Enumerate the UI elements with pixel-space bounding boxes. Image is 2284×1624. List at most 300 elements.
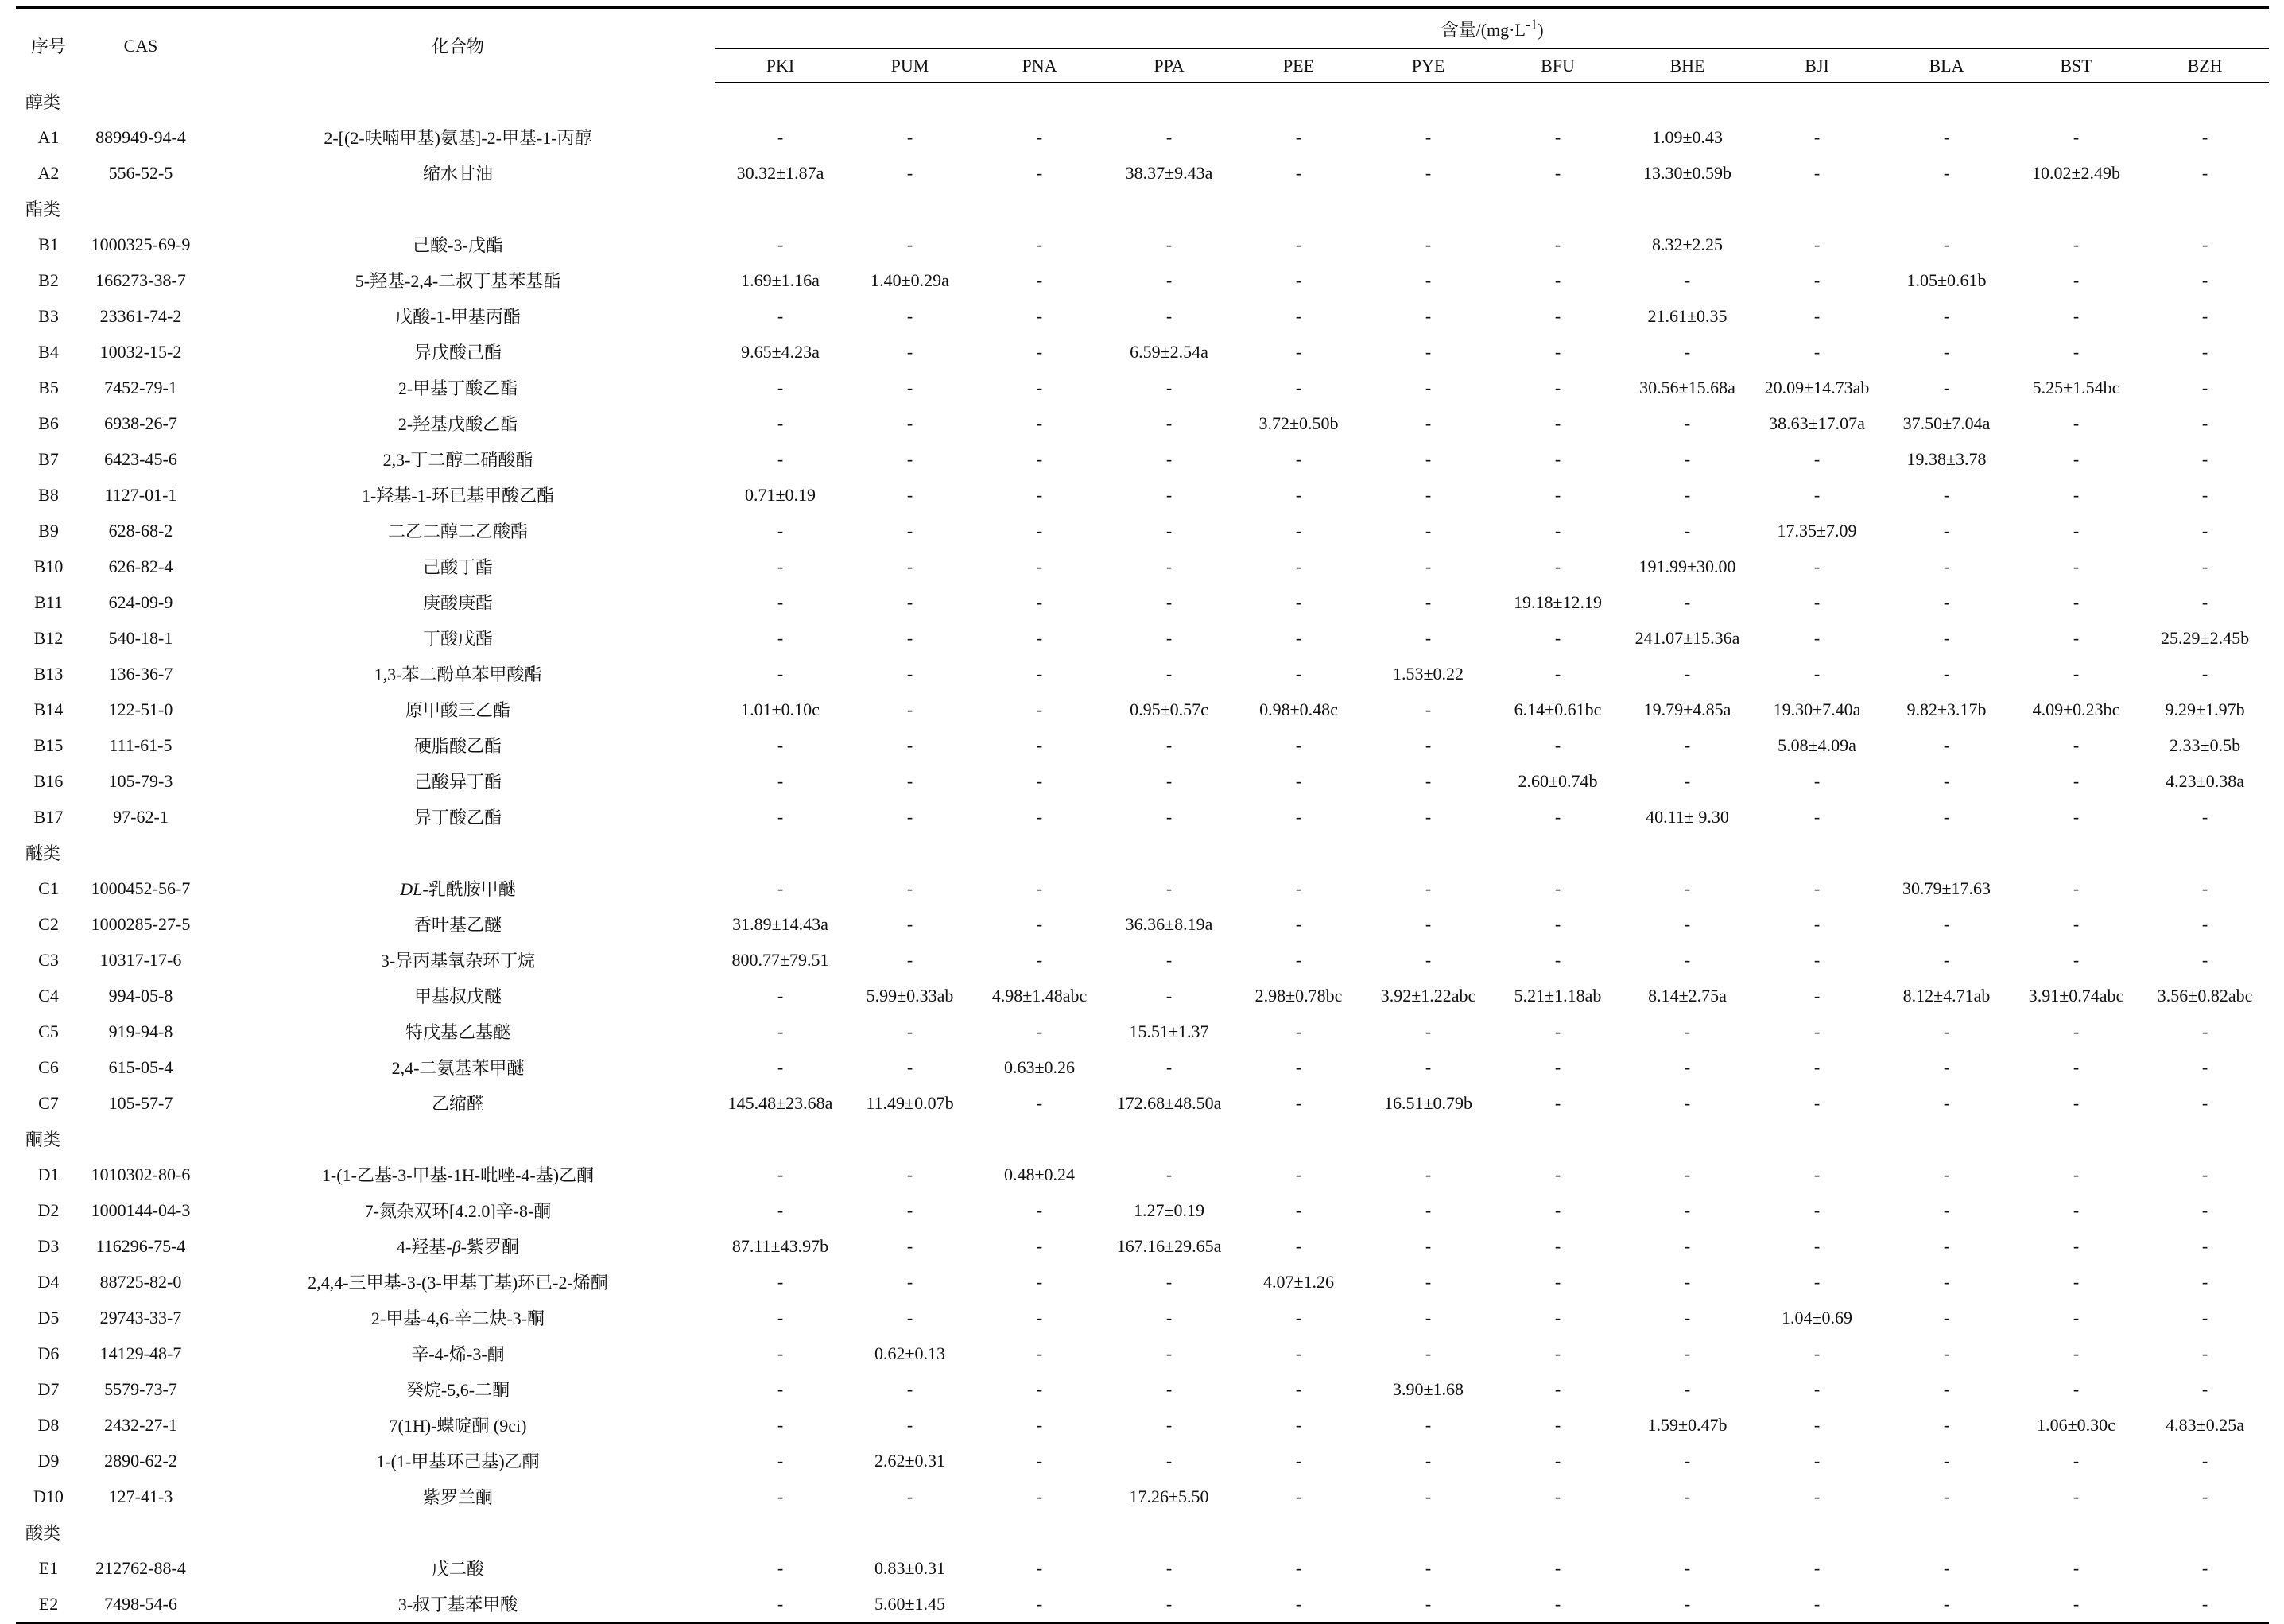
value-cell-pee: - — [1295, 1200, 1302, 1220]
row-number: C5 — [38, 1021, 59, 1041]
category-row — [16, 1121, 2269, 1157]
row-compound: 特戊基乙基醚 — [405, 1022, 510, 1042]
value-cell-pna: - — [1036, 269, 1043, 290]
row-cas: 540-18-1 — [108, 627, 173, 648]
table-row — [16, 155, 2269, 191]
value-cell-pye: - — [1425, 699, 1432, 719]
table-row — [16, 477, 2269, 513]
value-cell-bhe: 241.07±15.36a — [1634, 627, 1740, 648]
value-cell-pki: - — [777, 1414, 784, 1435]
table-row — [16, 119, 2269, 155]
value-cell-pye: - — [1425, 1557, 1432, 1578]
value-cell-bfu: - — [1554, 556, 1561, 576]
value-cell-pna: - — [1036, 162, 1043, 183]
value-cell-bla: - — [1882, 1586, 2011, 1623]
value-cell-pye: - — [1425, 305, 1432, 326]
value-cell-bji: - — [1813, 1056, 1821, 1077]
value-cell-bzh: - — [2201, 556, 2208, 576]
value-cell-bla: - — [1943, 1450, 1950, 1471]
value-cell-pki: 1.69±1.16a — [741, 269, 820, 290]
value-cell-bhe: - — [1684, 448, 1691, 469]
value-cell-pee: - — [1295, 1092, 1302, 1113]
value-cell-pki: - — [777, 878, 784, 898]
value-cell-bst: - — [2073, 1056, 2080, 1077]
value-cell-pee: - — [1295, 448, 1302, 469]
value-cell-bhe: 30.56±15.68a — [1639, 377, 1735, 397]
value-cell-pum: - — [906, 341, 913, 362]
row-number: E1 — [38, 1557, 59, 1578]
value-cell-pum: - — [906, 699, 913, 719]
value-cell-pum: - — [906, 1164, 913, 1184]
value-cell-bst: - — [2073, 770, 2080, 791]
table-row — [16, 1335, 2269, 1371]
value-cell-bla: 9.82±3.17b — [1906, 699, 1987, 719]
value-cell-pye: - — [1425, 949, 1432, 970]
value-cell-pye: - — [1425, 413, 1432, 433]
header-sample-bji: BJI — [1752, 49, 1882, 83]
value-cell-bzh: - — [2141, 1586, 2269, 1623]
value-cell-bst: 5.25±1.54bc — [2032, 377, 2120, 397]
value-cell-pee: - — [1295, 234, 1302, 254]
value-cell-pki: - — [777, 770, 784, 791]
header-sample-pye: PYE — [1363, 49, 1493, 83]
value-cell-bji: - — [1813, 1378, 1821, 1399]
value-cell-pee: - — [1295, 806, 1302, 827]
row-number: C7 — [38, 1092, 59, 1113]
table-row — [16, 405, 2269, 441]
value-cell-bfu: - — [1554, 520, 1561, 541]
value-cell-bji: 19.30±7.40a — [1773, 699, 1861, 719]
row-cas: 5579-73-7 — [104, 1378, 177, 1399]
value-cell-pye: - — [1425, 126, 1432, 147]
value-cell-pum: 5.99±0.33ab — [866, 985, 954, 1006]
row-number: B6 — [38, 413, 59, 433]
value-cell-pum: - — [906, 448, 913, 469]
row-compound: 原甲酸三乙酯 — [405, 700, 510, 720]
value-cell-pna: - — [1036, 1271, 1043, 1292]
value-cell-bla: - — [1943, 1486, 1950, 1506]
row-cas: 7498-54-6 — [81, 1586, 200, 1623]
value-cell-bzh: - — [2201, 484, 2208, 505]
compound-name-italic: β — [452, 1237, 461, 1257]
table-row — [16, 513, 2269, 548]
row-cas: 14129-48-7 — [99, 1343, 182, 1363]
value-cell-bji: - — [1813, 126, 1821, 147]
value-cell-bfu: - — [1554, 1021, 1561, 1041]
value-cell-ppa: - — [1165, 591, 1173, 612]
value-cell-bhe: - — [1684, 1235, 1691, 1256]
value-cell-pum: - — [906, 162, 913, 183]
row-number: B13 — [33, 663, 64, 684]
value-cell-ppa: - — [1165, 448, 1173, 469]
value-cell-pye: - — [1363, 1586, 1493, 1623]
value-cell-ppa: 172.68±48.50a — [1116, 1092, 1222, 1113]
table-row — [16, 441, 2269, 477]
value-cell-pee: - — [1295, 1414, 1302, 1435]
value-cell-bji: - — [1752, 1586, 1882, 1623]
row-number: B4 — [38, 341, 59, 362]
row-number: B15 — [33, 734, 64, 755]
value-cell-ppa: - — [1165, 1271, 1173, 1292]
value-cell-bzh: - — [2201, 305, 2208, 326]
value-cell-pum: - — [906, 1056, 913, 1077]
row-cas: 127-41-3 — [108, 1486, 173, 1506]
value-cell-ppa: - — [1104, 1586, 1234, 1623]
value-cell-bfu: - — [1554, 1414, 1561, 1435]
value-cell-bzh: - — [2201, 413, 2208, 433]
value-cell-pye: - — [1425, 1307, 1432, 1327]
value-cell-bfu: - — [1554, 878, 1561, 898]
row-number: B10 — [33, 556, 64, 576]
value-cell-pna: - — [1036, 126, 1043, 147]
value-cell-bhe: - — [1684, 1021, 1691, 1041]
row-compound: 庚酸庚酯 — [422, 593, 493, 613]
value-cell-pye: 3.92±1.22abc — [1380, 985, 1476, 1006]
value-cell-ppa: 6.59±2.54a — [1130, 341, 1208, 362]
value-cell-bhe: - — [1684, 1450, 1691, 1471]
table-row — [16, 227, 2269, 262]
value-cell-pki: - — [777, 1378, 784, 1399]
value-cell-bzh: - — [2201, 520, 2208, 541]
row-number: B1 — [38, 234, 59, 254]
value-cell-bhe: - — [1684, 1200, 1691, 1220]
row-number: B14 — [33, 699, 64, 719]
category-row — [16, 835, 2269, 870]
compound-name-post: -紫罗酮 — [460, 1237, 519, 1257]
table-row — [16, 298, 2269, 334]
value-cell-bla: 1.05±0.61b — [1906, 269, 1987, 290]
row-compound: 1-羟基-1-环已基甲酸乙酯 — [362, 486, 554, 506]
value-cell-pee: - — [1295, 627, 1302, 648]
value-cell-pee: - — [1295, 949, 1302, 970]
header-sample-pki: PKI — [715, 49, 845, 83]
header-cas: CAS — [123, 35, 158, 56]
value-cell-bla: - — [1943, 1414, 1950, 1435]
value-cell-bla: - — [1943, 1343, 1950, 1363]
value-cell-bzh: - — [2201, 1092, 2208, 1113]
value-cell-pna: - — [1036, 1414, 1043, 1435]
value-cell-pum: - — [906, 377, 913, 397]
header-sample-ppa: PPA — [1104, 49, 1234, 83]
value-cell-pki: 800.77±79.51 — [731, 949, 829, 970]
row-compound: 己酸-3-戊酯 — [413, 235, 503, 255]
table-row — [16, 978, 2269, 1014]
value-cell-bfu: - — [1554, 949, 1561, 970]
value-cell-pye: - — [1425, 1056, 1432, 1077]
value-cell-bfu: - — [1554, 413, 1561, 433]
row-compound: 戊二酸 — [431, 1559, 484, 1579]
row-number: A2 — [37, 162, 60, 183]
value-cell-pna: - — [1036, 1557, 1043, 1578]
value-cell-bji: - — [1813, 448, 1821, 469]
value-cell-pki: - — [777, 1343, 784, 1363]
value-cell-bzh: - — [2201, 162, 2208, 183]
value-cell-bst: - — [2073, 269, 2080, 290]
value-cell-bfu: - — [1554, 448, 1561, 469]
value-cell-bla: 37.50±7.04a — [1902, 413, 1991, 433]
value-cell-bst: - — [2073, 1164, 2080, 1184]
row-compound: 乙缩醛 — [431, 1094, 484, 1114]
row-cas: 10317-17-6 — [99, 949, 182, 970]
value-cell-bst: - — [2073, 556, 2080, 576]
value-cell-bzh: - — [2201, 878, 2208, 898]
value-cell-bji: - — [1813, 162, 1821, 183]
value-cell-pna: - — [1036, 734, 1043, 755]
value-cell-pum: - — [906, 556, 913, 576]
value-cell-bzh: - — [2201, 1378, 2208, 1399]
value-cell-pna: - — [1036, 699, 1043, 719]
header-no: 序号 — [30, 37, 66, 56]
value-cell-bfu: - — [1554, 1343, 1561, 1363]
value-cell-bla: - — [1943, 484, 1950, 505]
header-sample-bhe: BHE — [1623, 49, 1752, 83]
table-row — [16, 548, 2269, 584]
value-cell-bhe: - — [1684, 663, 1691, 684]
table-row — [16, 870, 2269, 906]
row-compound: 2-甲基丁酸乙酯 — [397, 378, 518, 398]
value-cell-pna: - — [1036, 591, 1043, 612]
value-cell-pna: - — [1036, 448, 1043, 469]
row-number: D5 — [37, 1307, 60, 1327]
value-cell-bhe: 1.09±0.43 — [1651, 126, 1724, 147]
value-cell-bhe: 8.32±2.25 — [1651, 234, 1724, 254]
value-cell-bhe: - — [1684, 878, 1691, 898]
value-cell-bhe: - — [1684, 1343, 1691, 1363]
row-number: D1 — [37, 1164, 60, 1184]
value-cell-bfu: 5.21±1.18ab — [1514, 985, 1602, 1006]
value-cell-pki: - — [777, 234, 784, 254]
value-cell-bhe: - — [1684, 341, 1691, 362]
value-cell-ppa: 17.26±5.50 — [1129, 1486, 1209, 1506]
value-cell-bji: 5.08±4.09a — [1778, 734, 1856, 755]
row-number: B3 — [38, 305, 59, 326]
row-number: D8 — [37, 1414, 60, 1435]
row-cas: 97-62-1 — [113, 806, 169, 827]
value-cell-pee: - — [1295, 377, 1302, 397]
value-cell-bhe: - — [1684, 591, 1691, 612]
value-cell-pum: - — [906, 413, 913, 433]
value-cell-bji: - — [1813, 269, 1821, 290]
value-cell-pki: - — [777, 126, 784, 147]
value-cell-pee: - — [1295, 1557, 1302, 1578]
value-cell-bfu: - — [1554, 162, 1561, 183]
value-cell-bst: - — [2073, 1486, 2080, 1506]
value-cell-bhe: - — [1684, 1092, 1691, 1113]
value-cell-bhe: - — [1684, 269, 1691, 290]
value-cell-pye: - — [1425, 377, 1432, 397]
value-cell-pna: - — [1036, 627, 1043, 648]
value-cell-pki: 87.11±43.97b — [731, 1235, 829, 1256]
row-compound: 2-[(2-呋喃甲基)氨基]-2-甲基-1-丙醇 — [324, 128, 592, 148]
table-row — [16, 1550, 2269, 1586]
value-cell-bhe: 8.14±2.75a — [1648, 985, 1727, 1006]
value-cell-bfu: - — [1554, 1378, 1561, 1399]
value-cell-pki: - — [777, 806, 784, 827]
table-row — [16, 1264, 2269, 1300]
value-cell-bhe: 21.61±0.35 — [1647, 305, 1728, 326]
row-number: D9 — [37, 1450, 60, 1471]
value-cell-bst: - — [2073, 1092, 2080, 1113]
value-cell-pee: - — [1295, 1378, 1302, 1399]
value-cell-bji: - — [1813, 1557, 1821, 1578]
value-cell-bzh: - — [2201, 663, 2208, 684]
value-cell-bji: - — [1813, 1021, 1821, 1041]
row-cas: 2890-62-2 — [104, 1450, 177, 1471]
value-cell-bla: - — [1943, 627, 1950, 648]
value-cell-pee: - — [1295, 913, 1302, 934]
value-cell-bfu: - — [1554, 377, 1561, 397]
row-number: A1 — [37, 126, 60, 147]
value-cell-pki: - — [777, 734, 784, 755]
value-cell-bst: - — [2073, 734, 2080, 755]
value-cell-pee: - — [1295, 269, 1302, 290]
row-compound: 戊酸-1-甲基丙酯 — [395, 307, 521, 327]
value-cell-pee: - — [1295, 556, 1302, 576]
value-cell-bst: - — [2073, 341, 2080, 362]
value-cell-bst: - — [2073, 1378, 2080, 1399]
value-cell-pye: - — [1425, 627, 1432, 648]
value-cell-pna: - — [1036, 234, 1043, 254]
value-cell-pye: - — [1425, 1200, 1432, 1220]
value-cell-bji: - — [1813, 1343, 1821, 1363]
table-row — [16, 1443, 2269, 1479]
value-cell-ppa: - — [1165, 770, 1173, 791]
row-compound: 2-羟基戊酸乙酯 — [397, 414, 518, 434]
value-cell-bhe: 191.99±30.00 — [1638, 556, 1736, 576]
row-cas: 1000325-69-9 — [91, 234, 191, 254]
value-cell-pum: - — [906, 1235, 913, 1256]
table-body — [16, 83, 2269, 1623]
value-cell-bst: - — [2073, 663, 2080, 684]
value-cell-pna: - — [1036, 484, 1043, 505]
value-cell-pna: - — [1036, 305, 1043, 326]
row-cas: 919-94-8 — [108, 1021, 173, 1041]
value-cell-bji: - — [1813, 627, 1821, 648]
value-cell-pum: - — [906, 913, 913, 934]
value-cell-pna: - — [1036, 377, 1043, 397]
value-cell-pee: - — [1295, 341, 1302, 362]
value-cell-bzh: - — [2201, 949, 2208, 970]
header-compound: 化合物 — [431, 37, 484, 56]
value-cell-pye: - — [1425, 1414, 1432, 1435]
value-cell-pna: 0.48±0.24 — [1003, 1164, 1076, 1184]
value-cell-pna: - — [1036, 1200, 1043, 1220]
table-row — [16, 942, 2269, 978]
value-cell-bji: - — [1813, 1414, 1821, 1435]
row-compound: 1-(1-乙基-3-甲基-1H-吡唑-4-基)乙酮 — [321, 1165, 595, 1185]
value-cell-bji: - — [1813, 1486, 1821, 1506]
value-cell-pum: - — [906, 520, 913, 541]
row-number: B11 — [34, 591, 63, 612]
value-cell-ppa: - — [1165, 985, 1173, 1006]
value-cell-bla: - — [1943, 663, 1950, 684]
row-compound: 1-(1-甲基环己基)乙酮 — [376, 1452, 540, 1471]
row-cas: 105-79-3 — [108, 770, 173, 791]
value-cell-bfu: 6.14±0.61bc — [1514, 699, 1602, 719]
value-cell-bfu: - — [1554, 126, 1561, 147]
row-compound: 己酸丁酯 — [422, 557, 493, 577]
value-cell-pum: - — [906, 734, 913, 755]
value-cell-pee: - — [1295, 1343, 1302, 1363]
row-compound: 丁酸戊酯 — [422, 629, 493, 649]
compound-name: 乳酰胺甲醚 — [428, 879, 516, 899]
value-cell-bzh: - — [2201, 806, 2208, 827]
value-cell-pna: - — [1036, 1092, 1043, 1113]
value-cell-pye: 3.90±1.68 — [1392, 1378, 1464, 1399]
row-compound: 7-氮杂双环[4.2.0]辛-8-酮 — [364, 1201, 552, 1221]
value-cell-bla: - — [1943, 1307, 1950, 1327]
table-row — [16, 727, 2269, 763]
value-cell-pki: 145.48±23.68a — [727, 1092, 833, 1113]
row-number: E2 — [16, 1586, 81, 1623]
row-cas: 615-05-4 — [108, 1056, 173, 1077]
value-cell-pna: - — [1036, 556, 1043, 576]
value-cell-bla: - — [1943, 1164, 1950, 1184]
value-cell-bhe: - — [1684, 1557, 1691, 1578]
value-cell-bla: - — [1943, 556, 1950, 576]
row-cas: 10032-15-2 — [99, 341, 182, 362]
row-compound: 紫罗兰酮 — [422, 1487, 493, 1507]
value-cell-pum: - — [906, 806, 913, 827]
row-number: B16 — [33, 770, 64, 791]
value-cell-pna: - — [1036, 1021, 1043, 1041]
table-row — [16, 799, 2269, 835]
value-cell-bla: - — [1943, 591, 1950, 612]
row-number: D2 — [37, 1200, 60, 1220]
value-cell-bla: - — [1943, 1378, 1950, 1399]
row-cas: 1000285-27-5 — [91, 913, 191, 934]
row-number: B7 — [38, 448, 59, 469]
row-cas: 212762-88-4 — [95, 1557, 186, 1578]
row-compound: 3-叔丁基苯甲酸 — [200, 1586, 715, 1623]
table-row — [16, 620, 2269, 656]
row-cas: 1000452-56-7 — [91, 878, 191, 898]
value-cell-pki: - — [777, 591, 784, 612]
value-cell-bla: - — [1943, 126, 1950, 147]
row-number: B5 — [38, 377, 59, 397]
value-cell-pki: - — [777, 1450, 784, 1471]
value-cell-bji: 1.04±0.69 — [1781, 1307, 1853, 1327]
row-number: D7 — [37, 1378, 60, 1399]
value-cell-ppa: - — [1165, 663, 1173, 684]
value-cell-bji: 17.35±7.09 — [1777, 520, 1857, 541]
value-cell-pki: - — [777, 1307, 784, 1327]
value-cell-bji: - — [1813, 1235, 1821, 1256]
value-cell-bzh: - — [2201, 1307, 2208, 1327]
header-sample-pum: PUM — [845, 49, 975, 83]
value-cell-ppa: - — [1165, 556, 1173, 576]
value-cell-pum: 0.62±0.13 — [874, 1343, 946, 1363]
value-cell-bst: - — [2073, 1200, 2080, 1220]
value-cell-bfu: - — [1554, 1164, 1561, 1184]
value-cell-pee: - — [1234, 1586, 1363, 1623]
value-cell-pee: - — [1295, 305, 1302, 326]
value-cell-pki: - — [777, 1164, 784, 1184]
row-cas: 6423-45-6 — [104, 448, 177, 469]
value-cell-bst: - — [2073, 913, 2080, 934]
value-cell-pki: - — [715, 1586, 845, 1623]
value-cell-pki: - — [777, 1271, 784, 1292]
value-cell-pna: 4.98±1.48abc — [991, 985, 1088, 1006]
row-compound: 2,4-二氨基苯甲醚 — [391, 1058, 525, 1078]
value-cell-ppa: 1.27±0.19 — [1133, 1200, 1205, 1220]
value-cell-bhe: - — [1684, 770, 1691, 791]
value-cell-pye: - — [1425, 448, 1432, 469]
value-cell-ppa: - — [1165, 1164, 1173, 1184]
value-cell-bzh: - — [2201, 234, 2208, 254]
value-cell-bhe: - — [1684, 734, 1691, 755]
value-cell-bzh: - — [2201, 913, 2208, 934]
